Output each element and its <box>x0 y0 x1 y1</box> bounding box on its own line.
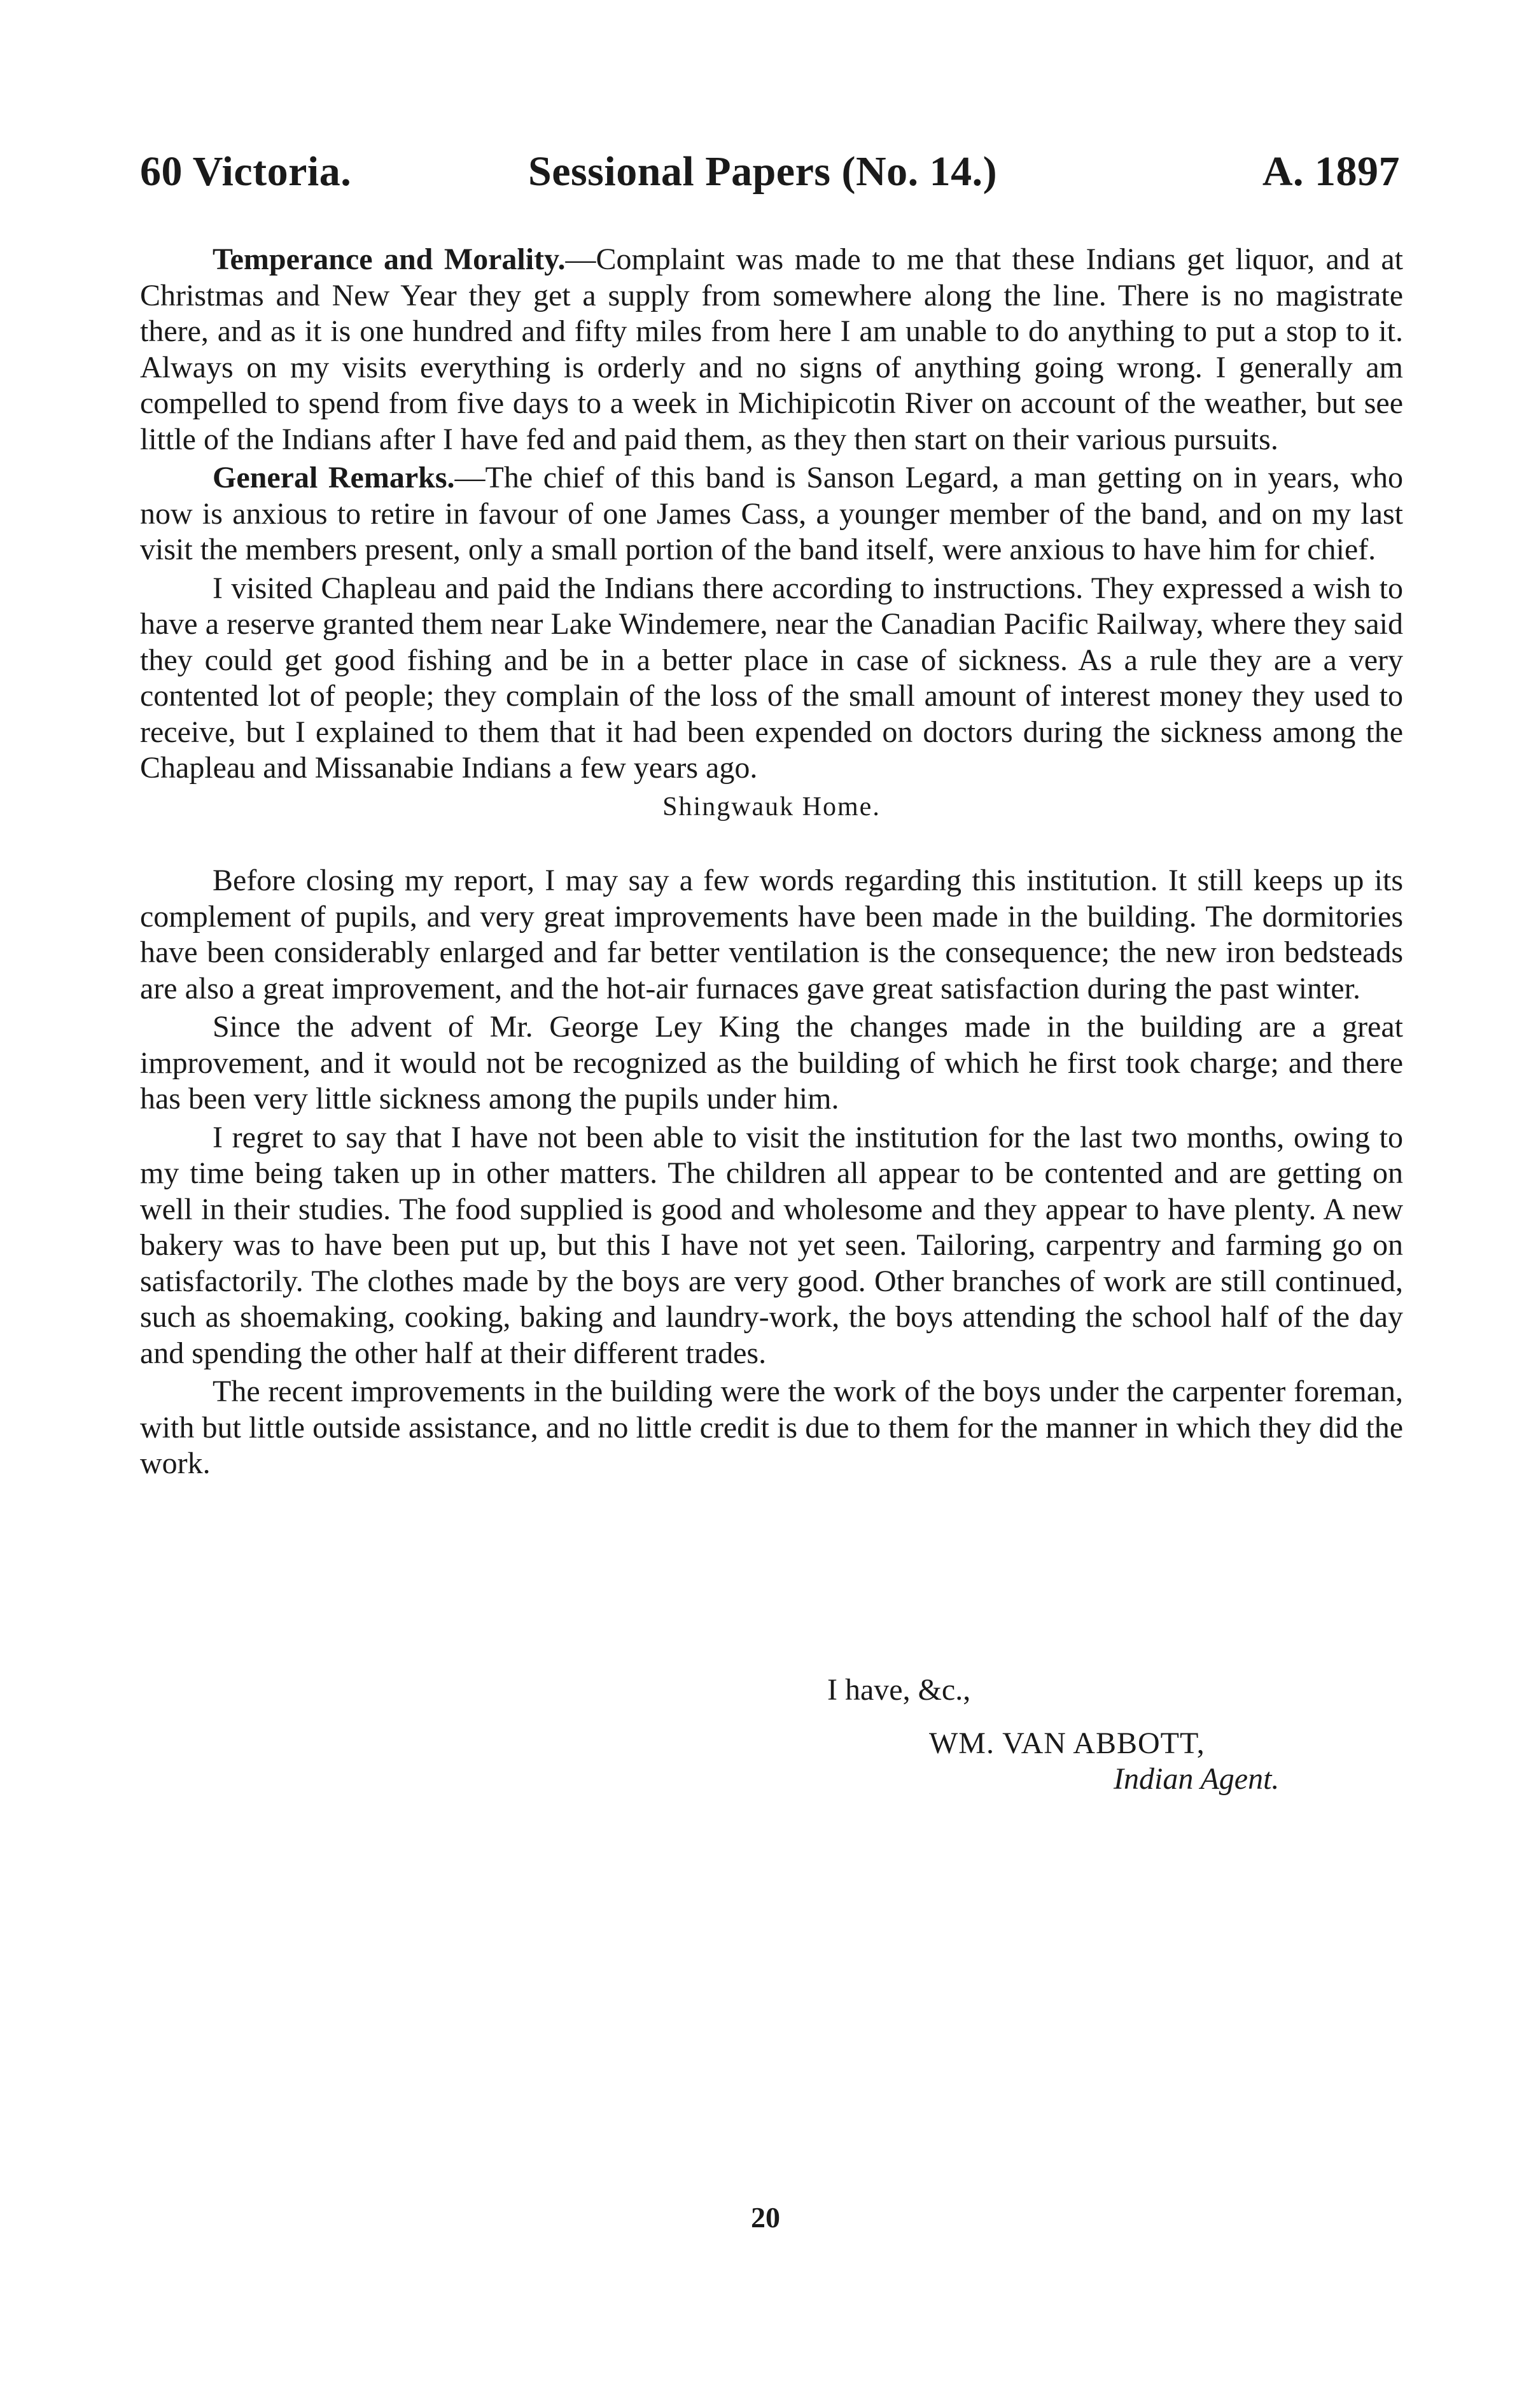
paragraph-improvements: The recent improvements in the building were the work of the boys under the carpenter foreman, with but little outside assistance, and no little credit is due to them for the manner in which they did the work. <box>140 1375 1403 1480</box>
signature-name: WM. VAN ABBOTT, <box>929 1726 1205 1760</box>
section-title: Shingwauk Home. <box>662 792 881 822</box>
header-session: 60 Victoria. <box>140 148 352 195</box>
paragraph-heading: Temperance and Morality. <box>213 242 566 276</box>
paragraph-heading: General Remarks. <box>213 461 455 494</box>
paragraph-text: I visited Chapleau and paid the Indians there according to instructions. They expressed a wish to have a reserve granted them near Lake Windemere, near the Canadian Pacific Railway, where they said they could get good fishing and be in a better place in case of sickness. As a rule they are a very contented lot of people; they complain of the loss of the small amount of interest money they used to receive, but I explained to them that it had been expended on doctors during the sickness among the Chapleau and Missanabie Indians a few years ago. <box>140 571 1403 785</box>
header-year: A. 1897 <box>1262 148 1400 195</box>
signature-title: Indian Agent. <box>1114 1762 1280 1796</box>
paragraph-temperance <box>140 242 1403 458</box>
paragraph-advent: Since the advent of Mr. George Ley King the changes made in the building are a great improvement, and it would not be recognized as the building of which he first took charge; and there has been very little sickness among the pupils under him. <box>140 1010 1403 1116</box>
paragraph-regret: I regret to say that I have not been able to visit the institution for the last two months, owing to my time being taken up in other matters. The children all appear to be contented and are getting on well in their studies. The food supplied is good and wholesome and they appear to have plenty. A new bakery was to have been put up, but this I have not yet seen. Tailoring, carpentry and farming go on satisfactorily. The clothes made by the boys are very good. Other branches of work are still continued, such as shoemaking, cooking, baking and laundry-work, the boys attending the school half of the day and spending the other half at their different trades. <box>140 1120 1403 1370</box>
page-number: 20 <box>751 2201 780 2234</box>
header-title: Sessional Papers (No. 14.) <box>528 148 998 195</box>
paragraph-general-remarks <box>140 460 1403 568</box>
paragraph-chapleau <box>140 571 1403 787</box>
paragraph-text: —Complaint was made to me that these Indians get liquor, and at Christmas and New Year they get a supply from somewhere along the line. There is no magistrate there, and as it is one hundred and fifty miles from here I am unable to do anything to put a stop to it. Always on my visits everything is orderly and no signs of anything going wrong. I generally am compelled to spend from five days to a week in Michipicotin River on account of the weather, but see little of the Indians after I have fed and paid them, as they then start on their various pursuits. <box>140 242 1404 456</box>
running-header <box>127 148 1400 205</box>
closing-line: I have, &c., <box>827 1673 971 1707</box>
body-text <box>140 242 1403 1482</box>
paragraph-institution: Before closing my report, I may say a few words regarding this institution. It still keeps up its complement of pupils, and very great improvements have been made in the building. The dormitories have been considerably enlarged and far better ventilation is the consequence; the new iron bedsteads are also a great improvement, and the hot-air furnaces gave great satisfaction during the past winter. <box>140 864 1403 1005</box>
paragraph-text: —The chief of this band is Sanson Legard, a man getting on in years, who now is anxious to retire in favour of one James Cass, a younger member of the band, and on my last visit the members present, only a small portion of the band itself, were anxious to have him for chief. <box>140 461 1403 566</box>
